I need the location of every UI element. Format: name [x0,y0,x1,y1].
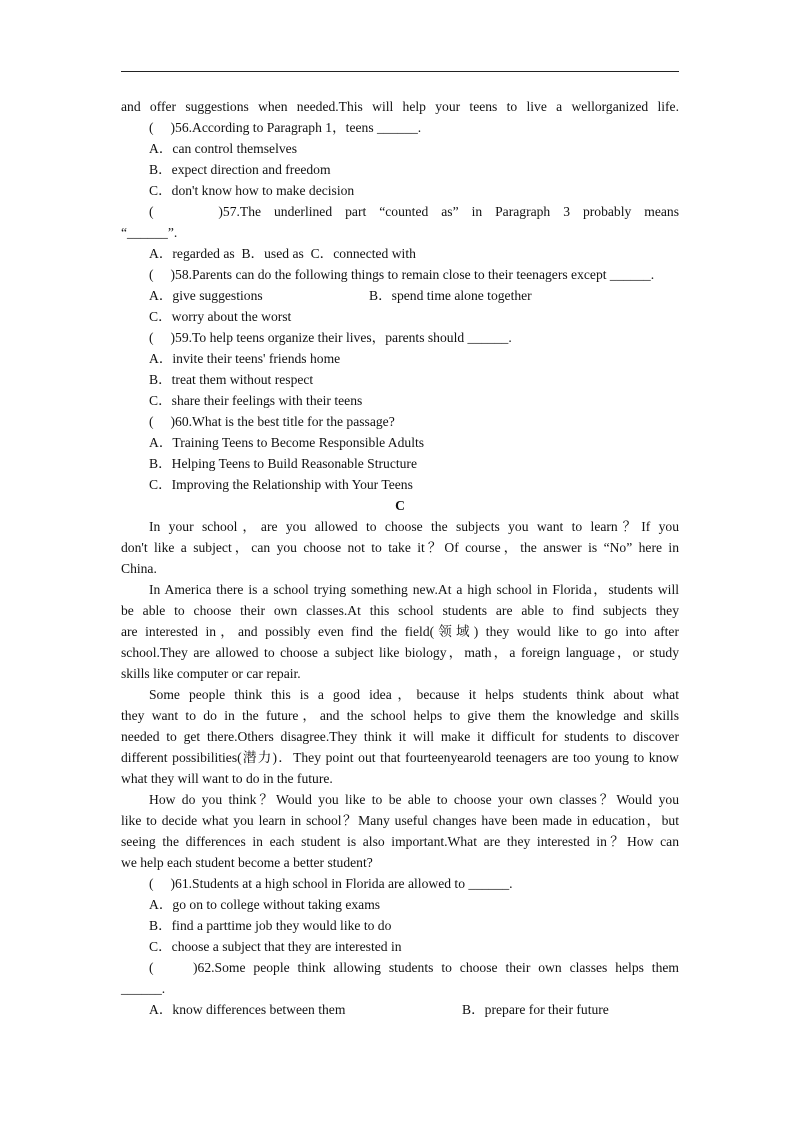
option-59-c: C．share their feelings with their teens [149,393,363,408]
passage-c-p4-l3: seeing the differences in each student is also important.What are they interested in？How can [121,834,679,849]
option-58-a: A．give suggestions [149,288,263,303]
option-56-a: A．can control themselves [149,141,297,156]
option-61-c: C．choose a subject that they are interested in [149,939,402,954]
question-56: ( )56.According to Paragraph 1，teens ______. [149,120,422,135]
passage-c-p3-l3: needed to get there.Others disagree.They think it will make it difficult for students to discover [121,729,679,744]
passage-c-p2-l1: In America there is a school trying something new.At a high school in Florida，students will [149,582,679,597]
option-61-b: B．find a parttime job they would like to do [149,918,392,933]
option-56-b: B．expect direction and freedom [149,162,331,177]
option-62-b: B．prepare for their future [462,1002,609,1017]
option-59-b: B．treat them without respect [149,372,314,387]
passage-c-p3-l4: different possibilities(潜力)．They point out that fourteenyearold teenagers are too young to know [121,750,679,765]
question-62-blank: ______. [121,981,166,996]
passage-c-p4-l1: How do you think？Would you like to be able to choose your own classes？Would you [149,792,679,807]
question-57: ( )57.The underlined part “counted as” in Paragraph 3 probably means [149,204,679,219]
passage-b-last-line: and offer suggestions when needed.This will help your teens to live a wellorganized life. [121,99,679,114]
option-60-c: C．Improving the Relationship with Your Teens [149,477,413,492]
option-62-a: A．know differences between them [149,1002,346,1017]
passage-c-p1-l2: don't like a subject，can you choose not to take it？Of course，the answer is “No” here in [121,540,679,555]
question-57-blank: “______”. [121,225,178,240]
option-58-c: C．worry about the worst [149,309,292,324]
option-60-b: B．Helping Teens to Build Reasonable Structure [149,456,417,471]
passage-c-p2-l4: school.They are allowed to choose a subject like biology，math，a foreign language，or study [121,645,679,660]
options-57: A．regarded as B．used as C．connected with [149,246,416,261]
passage-c-p2-l2: be able to choose their own classes.At this school students are able to find subjects they [121,603,679,618]
question-58: ( )58.Parents can do the following things to remain close to their teenagers except ______. [149,267,655,282]
passage-c-p4-l2: like to decide what you learn in school？Many useful changes have been made in education，but [121,813,679,828]
passage-c-p3-l5: what they will want to do in the future. [121,771,333,786]
passage-c-p4-l4: we help each student become a better student? [121,855,373,870]
question-61: ( )61.Students at a high school in Florida are allowed to ______. [149,876,513,891]
question-62: ( )62.Some people think allowing students to choose their own classes helps them [149,960,679,975]
passage-c-p3-l2: they want to do in the future，and the school helps to give them the knowledge and skills [121,708,679,723]
option-58-b: B．spend time alone together [369,288,532,303]
option-59-a: A．invite their teens' friends home [149,351,341,366]
passage-c-p1-l1: In your school，are you allowed to choose the subjects you want to learn？If you [149,519,679,534]
section-heading-c: C [395,498,405,513]
header-rule [121,71,679,72]
passage-c-p1-l3: China. [121,561,157,576]
option-56-c: C．don't know how to make decision [149,183,355,198]
passage-c-p2-l3: are interested in，and possibly even find the field(领域) they would like to go into after [121,624,679,639]
option-60-a: A．Training Teens to Become Responsible Adults [149,435,425,450]
option-61-a: A．go on to college without taking exams [149,897,381,912]
passage-c-p3-l1: Some people think this is a good idea，because it helps students think about what [149,687,679,702]
passage-c-p2-l5: skills like computer or car repair. [121,666,301,681]
question-59: ( )59.To help teens organize their lives，parents should ______. [149,330,512,345]
question-60: ( )60.What is the best title for the passage? [149,414,395,429]
